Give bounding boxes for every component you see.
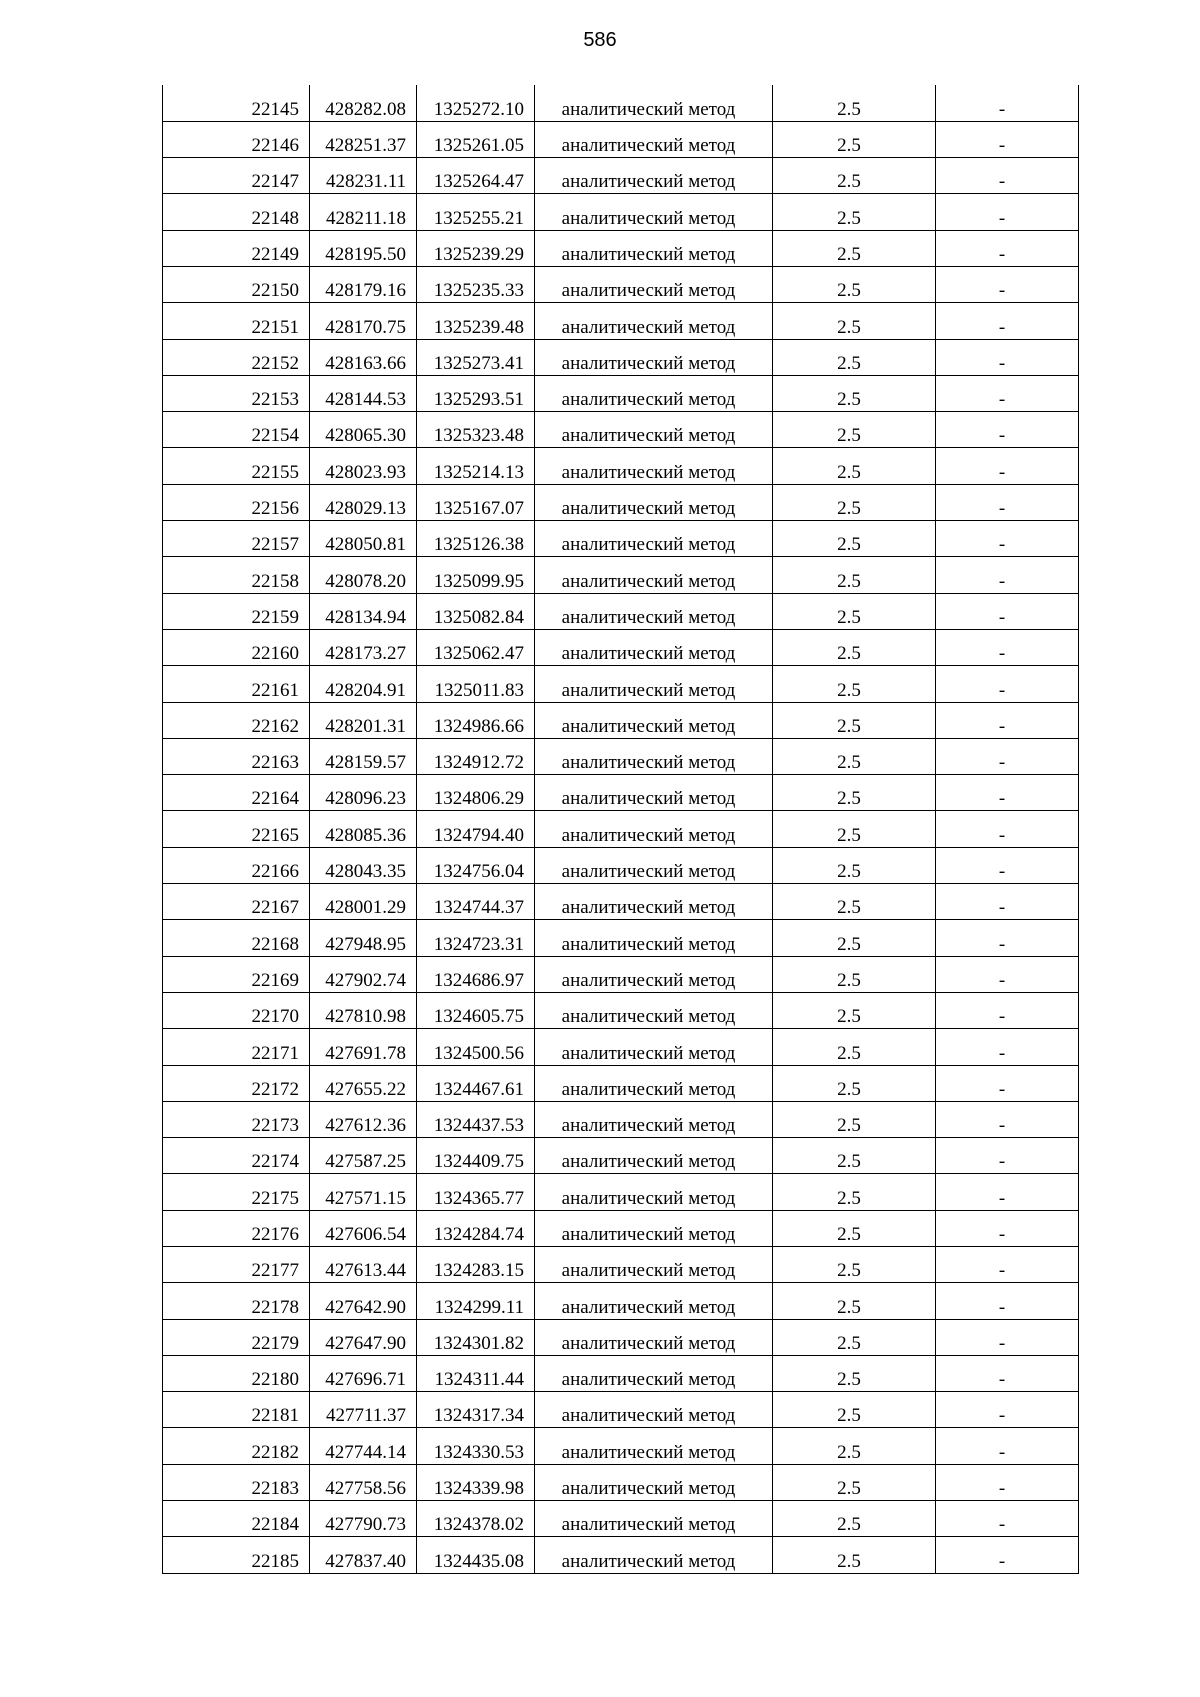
point-number-cell: 22149 xyxy=(163,230,310,266)
method-cell: аналитический метод xyxy=(535,1210,773,1246)
accuracy-cell: 2.5 xyxy=(773,1355,936,1391)
x-coordinate-cell: 428023.93 xyxy=(310,448,417,484)
table-row xyxy=(163,1138,1079,1174)
note-cell: - xyxy=(936,1174,1079,1210)
x-coordinate-cell: 428251.37 xyxy=(310,121,417,157)
note-cell: - xyxy=(936,775,1079,811)
table-row xyxy=(163,1065,1079,1101)
method-cell: аналитический метод xyxy=(535,194,773,230)
x-coordinate-cell: 428163.66 xyxy=(310,339,417,375)
point-number-cell: 22157 xyxy=(163,521,310,557)
method-cell: аналитический метод xyxy=(535,1138,773,1174)
point-number-cell: 22183 xyxy=(163,1464,310,1500)
point-number-cell: 22169 xyxy=(163,956,310,992)
note-cell: - xyxy=(936,738,1079,774)
point-number-cell: 22177 xyxy=(163,1247,310,1283)
method-cell: аналитический метод xyxy=(535,303,773,339)
table-row xyxy=(163,1355,1079,1391)
y-coordinate-cell: 1325235.33 xyxy=(417,266,535,302)
note-cell: - xyxy=(936,158,1079,194)
y-coordinate-cell: 1325082.84 xyxy=(417,593,535,629)
y-coordinate-cell: 1324339.98 xyxy=(417,1464,535,1500)
note-cell: - xyxy=(936,484,1079,520)
table-row xyxy=(163,956,1079,992)
point-number-cell: 22161 xyxy=(163,666,310,702)
point-number-cell: 22152 xyxy=(163,339,310,375)
y-coordinate-cell: 1325264.47 xyxy=(417,158,535,194)
y-coordinate-cell: 1324744.37 xyxy=(417,884,535,920)
note-cell: - xyxy=(936,884,1079,920)
point-number-cell: 22175 xyxy=(163,1174,310,1210)
method-cell: аналитический метод xyxy=(535,775,773,811)
note-cell: - xyxy=(936,85,1079,121)
method-cell: аналитический метод xyxy=(535,1464,773,1500)
note-cell: - xyxy=(936,1428,1079,1464)
accuracy-cell: 2.5 xyxy=(773,230,936,266)
method-cell: аналитический метод xyxy=(535,1283,773,1319)
point-number-cell: 22180 xyxy=(163,1355,310,1391)
table-row xyxy=(163,521,1079,557)
x-coordinate-cell: 428029.13 xyxy=(310,484,417,520)
accuracy-cell: 2.5 xyxy=(773,811,936,847)
accuracy-cell: 2.5 xyxy=(773,85,936,121)
y-coordinate-cell: 1325011.83 xyxy=(417,666,535,702)
accuracy-cell: 2.5 xyxy=(773,629,936,665)
y-coordinate-cell: 1325062.47 xyxy=(417,629,535,665)
note-cell: - xyxy=(936,1065,1079,1101)
y-coordinate-cell: 1325167.07 xyxy=(417,484,535,520)
point-number-cell: 22178 xyxy=(163,1283,310,1319)
table-row xyxy=(163,85,1079,121)
x-coordinate-cell: 427691.78 xyxy=(310,1029,417,1065)
point-number-cell: 22166 xyxy=(163,847,310,883)
note-cell: - xyxy=(936,1537,1079,1573)
point-number-cell: 22160 xyxy=(163,629,310,665)
table-row xyxy=(163,1428,1079,1464)
method-cell: аналитический метод xyxy=(535,847,773,883)
note-cell: - xyxy=(936,1501,1079,1537)
point-number-cell: 22163 xyxy=(163,738,310,774)
accuracy-cell: 2.5 xyxy=(773,412,936,448)
accuracy-cell: 2.5 xyxy=(773,158,936,194)
point-number-cell: 22153 xyxy=(163,375,310,411)
note-cell: - xyxy=(936,956,1079,992)
accuracy-cell: 2.5 xyxy=(773,121,936,157)
table-row xyxy=(163,230,1079,266)
method-cell: аналитический метод xyxy=(535,1029,773,1065)
x-coordinate-cell: 428282.08 xyxy=(310,85,417,121)
method-cell: аналитический метод xyxy=(535,230,773,266)
coordinates-table xyxy=(162,85,1079,1574)
x-coordinate-cell: 427655.22 xyxy=(310,1065,417,1101)
table-row xyxy=(163,1537,1079,1573)
accuracy-cell: 2.5 xyxy=(773,738,936,774)
point-number-cell: 22147 xyxy=(163,158,310,194)
note-cell: - xyxy=(936,811,1079,847)
y-coordinate-cell: 1324467.61 xyxy=(417,1065,535,1101)
note-cell: - xyxy=(936,1464,1079,1500)
method-cell: аналитический метод xyxy=(535,1101,773,1137)
point-number-cell: 22158 xyxy=(163,557,310,593)
point-number-cell: 22171 xyxy=(163,1029,310,1065)
coordinates-table-body xyxy=(163,85,1079,1573)
accuracy-cell: 2.5 xyxy=(773,1247,936,1283)
table-row xyxy=(163,1101,1079,1137)
accuracy-cell: 2.5 xyxy=(773,956,936,992)
table-row xyxy=(163,375,1079,411)
method-cell: аналитический метод xyxy=(535,884,773,920)
table-row xyxy=(163,266,1079,302)
note-cell: - xyxy=(936,194,1079,230)
y-coordinate-cell: 1324365.77 xyxy=(417,1174,535,1210)
accuracy-cell: 2.5 xyxy=(773,266,936,302)
accuracy-cell: 2.5 xyxy=(773,666,936,702)
accuracy-cell: 2.5 xyxy=(773,992,936,1028)
x-coordinate-cell: 428050.81 xyxy=(310,521,417,557)
y-coordinate-cell: 1325293.51 xyxy=(417,375,535,411)
table-row xyxy=(163,1464,1079,1500)
table-row xyxy=(163,1283,1079,1319)
accuracy-cell: 2.5 xyxy=(773,303,936,339)
x-coordinate-cell: 428065.30 xyxy=(310,412,417,448)
y-coordinate-cell: 1324437.53 xyxy=(417,1101,535,1137)
note-cell: - xyxy=(936,1319,1079,1355)
note-cell: - xyxy=(936,557,1079,593)
method-cell: аналитический метод xyxy=(535,738,773,774)
x-coordinate-cell: 428201.31 xyxy=(310,702,417,738)
table-row xyxy=(163,158,1079,194)
y-coordinate-cell: 1324794.40 xyxy=(417,811,535,847)
point-number-cell: 22179 xyxy=(163,1319,310,1355)
x-coordinate-cell: 428231.11 xyxy=(310,158,417,194)
x-coordinate-cell: 428078.20 xyxy=(310,557,417,593)
method-cell: аналитический метод xyxy=(535,557,773,593)
x-coordinate-cell: 427606.54 xyxy=(310,1210,417,1246)
method-cell: аналитический метод xyxy=(535,1355,773,1391)
note-cell: - xyxy=(936,266,1079,302)
y-coordinate-cell: 1325323.48 xyxy=(417,412,535,448)
point-number-cell: 22145 xyxy=(163,85,310,121)
note-cell: - xyxy=(936,847,1079,883)
method-cell: аналитический метод xyxy=(535,375,773,411)
point-number-cell: 22182 xyxy=(163,1428,310,1464)
y-coordinate-cell: 1325239.48 xyxy=(417,303,535,339)
accuracy-cell: 2.5 xyxy=(773,1428,936,1464)
x-coordinate-cell: 428211.18 xyxy=(310,194,417,230)
point-number-cell: 22165 xyxy=(163,811,310,847)
table-row xyxy=(163,339,1079,375)
y-coordinate-cell: 1324686.97 xyxy=(417,956,535,992)
note-cell: - xyxy=(936,666,1079,702)
accuracy-cell: 2.5 xyxy=(773,1537,936,1573)
method-cell: аналитический метод xyxy=(535,629,773,665)
table-row xyxy=(163,1210,1079,1246)
point-number-cell: 22156 xyxy=(163,484,310,520)
note-cell: - xyxy=(936,920,1079,956)
point-number-cell: 22162 xyxy=(163,702,310,738)
x-coordinate-cell: 427647.90 xyxy=(310,1319,417,1355)
method-cell: аналитический метод xyxy=(535,811,773,847)
note-cell: - xyxy=(936,412,1079,448)
method-cell: аналитический метод xyxy=(535,1392,773,1428)
x-coordinate-cell: 428159.57 xyxy=(310,738,417,774)
x-coordinate-cell: 427902.74 xyxy=(310,956,417,992)
accuracy-cell: 2.5 xyxy=(773,920,936,956)
y-coordinate-cell: 1325273.41 xyxy=(417,339,535,375)
point-number-cell: 22176 xyxy=(163,1210,310,1246)
method-cell: аналитический метод xyxy=(535,920,773,956)
note-cell: - xyxy=(936,121,1079,157)
method-cell: аналитический метод xyxy=(535,992,773,1028)
x-coordinate-cell: 428001.29 xyxy=(310,884,417,920)
method-cell: аналитический метод xyxy=(535,412,773,448)
point-number-cell: 22155 xyxy=(163,448,310,484)
point-number-cell: 22150 xyxy=(163,266,310,302)
method-cell: аналитический метод xyxy=(535,1247,773,1283)
method-cell: аналитический метод xyxy=(535,702,773,738)
table-row xyxy=(163,738,1079,774)
x-coordinate-cell: 427696.71 xyxy=(310,1355,417,1391)
method-cell: аналитический метод xyxy=(535,1537,773,1573)
point-number-cell: 22159 xyxy=(163,593,310,629)
point-number-cell: 22148 xyxy=(163,194,310,230)
accuracy-cell: 2.5 xyxy=(773,847,936,883)
x-coordinate-cell: 428134.94 xyxy=(310,593,417,629)
page-number: 586 xyxy=(583,29,617,51)
note-cell: - xyxy=(936,593,1079,629)
table-row xyxy=(163,666,1079,702)
note-cell: - xyxy=(936,629,1079,665)
y-coordinate-cell: 1324409.75 xyxy=(417,1138,535,1174)
method-cell: аналитический метод xyxy=(535,1065,773,1101)
y-coordinate-cell: 1324500.56 xyxy=(417,1029,535,1065)
table-row xyxy=(163,847,1079,883)
point-number-cell: 22173 xyxy=(163,1101,310,1137)
point-number-cell: 22167 xyxy=(163,884,310,920)
y-coordinate-cell: 1325272.10 xyxy=(417,85,535,121)
x-coordinate-cell: 428144.53 xyxy=(310,375,417,411)
table-row xyxy=(163,775,1079,811)
table-row xyxy=(163,1247,1079,1283)
method-cell: аналитический метод xyxy=(535,956,773,992)
x-coordinate-cell: 427744.14 xyxy=(310,1428,417,1464)
y-coordinate-cell: 1324756.04 xyxy=(417,847,535,883)
table-row xyxy=(163,1174,1079,1210)
method-cell: аналитический метод xyxy=(535,85,773,121)
x-coordinate-cell: 427790.73 xyxy=(310,1501,417,1537)
point-number-cell: 22170 xyxy=(163,992,310,1028)
note-cell: - xyxy=(936,1029,1079,1065)
x-coordinate-cell: 427758.56 xyxy=(310,1464,417,1500)
point-number-cell: 22151 xyxy=(163,303,310,339)
method-cell: аналитический метод xyxy=(535,266,773,302)
x-coordinate-cell: 427948.95 xyxy=(310,920,417,956)
table-row xyxy=(163,303,1079,339)
accuracy-cell: 2.5 xyxy=(773,1029,936,1065)
table-row xyxy=(163,629,1079,665)
note-cell: - xyxy=(936,992,1079,1028)
table-row xyxy=(163,121,1079,157)
note-cell: - xyxy=(936,448,1079,484)
x-coordinate-cell: 428170.75 xyxy=(310,303,417,339)
accuracy-cell: 2.5 xyxy=(773,1138,936,1174)
method-cell: аналитический метод xyxy=(535,666,773,702)
table-row xyxy=(163,920,1079,956)
y-coordinate-cell: 1324301.82 xyxy=(417,1319,535,1355)
y-coordinate-cell: 1325126.38 xyxy=(417,521,535,557)
note-cell: - xyxy=(936,1247,1079,1283)
note-cell: - xyxy=(936,303,1079,339)
accuracy-cell: 2.5 xyxy=(773,884,936,920)
table-row xyxy=(163,992,1079,1028)
accuracy-cell: 2.5 xyxy=(773,1464,936,1500)
method-cell: аналитический метод xyxy=(535,1174,773,1210)
point-number-cell: 22181 xyxy=(163,1392,310,1428)
table-row xyxy=(163,448,1079,484)
table-row xyxy=(163,593,1079,629)
accuracy-cell: 2.5 xyxy=(773,521,936,557)
table-row xyxy=(163,412,1079,448)
accuracy-cell: 2.5 xyxy=(773,1392,936,1428)
x-coordinate-cell: 427711.37 xyxy=(310,1392,417,1428)
x-coordinate-cell: 428195.50 xyxy=(310,230,417,266)
y-coordinate-cell: 1325255.21 xyxy=(417,194,535,230)
note-cell: - xyxy=(936,1210,1079,1246)
y-coordinate-cell: 1324912.72 xyxy=(417,738,535,774)
accuracy-cell: 2.5 xyxy=(773,593,936,629)
y-coordinate-cell: 1324299.11 xyxy=(417,1283,535,1319)
y-coordinate-cell: 1325261.05 xyxy=(417,121,535,157)
x-coordinate-cell: 427571.15 xyxy=(310,1174,417,1210)
x-coordinate-cell: 427837.40 xyxy=(310,1537,417,1573)
point-number-cell: 22154 xyxy=(163,412,310,448)
table-row xyxy=(163,1319,1079,1355)
accuracy-cell: 2.5 xyxy=(773,775,936,811)
note-cell: - xyxy=(936,1101,1079,1137)
accuracy-cell: 2.5 xyxy=(773,1210,936,1246)
method-cell: аналитический метод xyxy=(535,158,773,194)
method-cell: аналитический метод xyxy=(535,339,773,375)
y-coordinate-cell: 1324723.31 xyxy=(417,920,535,956)
method-cell: аналитический метод xyxy=(535,1428,773,1464)
point-number-cell: 22184 xyxy=(163,1501,310,1537)
note-cell: - xyxy=(936,1392,1079,1428)
x-coordinate-cell: 428096.23 xyxy=(310,775,417,811)
x-coordinate-cell: 427612.36 xyxy=(310,1101,417,1137)
x-coordinate-cell: 428173.27 xyxy=(310,629,417,665)
table-row xyxy=(163,1029,1079,1065)
note-cell: - xyxy=(936,375,1079,411)
x-coordinate-cell: 427587.25 xyxy=(310,1138,417,1174)
accuracy-cell: 2.5 xyxy=(773,1501,936,1537)
table-row xyxy=(163,811,1079,847)
note-cell: - xyxy=(936,521,1079,557)
y-coordinate-cell: 1325214.13 xyxy=(417,448,535,484)
method-cell: аналитический метод xyxy=(535,121,773,157)
method-cell: аналитический метод xyxy=(535,484,773,520)
x-coordinate-cell: 427810.98 xyxy=(310,992,417,1028)
y-coordinate-cell: 1324986.66 xyxy=(417,702,535,738)
method-cell: аналитический метод xyxy=(535,521,773,557)
table-row xyxy=(163,884,1079,920)
accuracy-cell: 2.5 xyxy=(773,1101,936,1137)
table-row xyxy=(163,557,1079,593)
table-row xyxy=(163,1501,1079,1537)
point-number-cell: 22172 xyxy=(163,1065,310,1101)
x-coordinate-cell: 428085.36 xyxy=(310,811,417,847)
y-coordinate-cell: 1325099.95 xyxy=(417,557,535,593)
y-coordinate-cell: 1324378.02 xyxy=(417,1501,535,1537)
x-coordinate-cell: 428179.16 xyxy=(310,266,417,302)
accuracy-cell: 2.5 xyxy=(773,375,936,411)
accuracy-cell: 2.5 xyxy=(773,339,936,375)
accuracy-cell: 2.5 xyxy=(773,702,936,738)
y-coordinate-cell: 1324283.15 xyxy=(417,1247,535,1283)
table-row xyxy=(163,702,1079,738)
y-coordinate-cell: 1324317.34 xyxy=(417,1392,535,1428)
accuracy-cell: 2.5 xyxy=(773,194,936,230)
note-cell: - xyxy=(936,339,1079,375)
method-cell: аналитический метод xyxy=(535,1501,773,1537)
y-coordinate-cell: 1324311.44 xyxy=(417,1355,535,1391)
x-coordinate-cell: 427613.44 xyxy=(310,1247,417,1283)
method-cell: аналитический метод xyxy=(535,593,773,629)
note-cell: - xyxy=(936,1355,1079,1391)
x-coordinate-cell: 428204.91 xyxy=(310,666,417,702)
table-row xyxy=(163,1392,1079,1428)
accuracy-cell: 2.5 xyxy=(773,448,936,484)
x-coordinate-cell: 427642.90 xyxy=(310,1283,417,1319)
y-coordinate-cell: 1325239.29 xyxy=(417,230,535,266)
y-coordinate-cell: 1324284.74 xyxy=(417,1210,535,1246)
y-coordinate-cell: 1324605.75 xyxy=(417,992,535,1028)
accuracy-cell: 2.5 xyxy=(773,484,936,520)
point-number-cell: 22174 xyxy=(163,1138,310,1174)
y-coordinate-cell: 1324435.08 xyxy=(417,1537,535,1573)
accuracy-cell: 2.5 xyxy=(773,1065,936,1101)
y-coordinate-cell: 1324806.29 xyxy=(417,775,535,811)
x-coordinate-cell: 428043.35 xyxy=(310,847,417,883)
point-number-cell: 22164 xyxy=(163,775,310,811)
note-cell: - xyxy=(936,1138,1079,1174)
accuracy-cell: 2.5 xyxy=(773,557,936,593)
y-coordinate-cell: 1324330.53 xyxy=(417,1428,535,1464)
table-row xyxy=(163,194,1079,230)
method-cell: аналитический метод xyxy=(535,1319,773,1355)
note-cell: - xyxy=(936,230,1079,266)
accuracy-cell: 2.5 xyxy=(773,1283,936,1319)
accuracy-cell: 2.5 xyxy=(773,1319,936,1355)
method-cell: аналитический метод xyxy=(535,448,773,484)
note-cell: - xyxy=(936,1283,1079,1319)
point-number-cell: 22185 xyxy=(163,1537,310,1573)
table-row xyxy=(163,484,1079,520)
note-cell: - xyxy=(936,702,1079,738)
accuracy-cell: 2.5 xyxy=(773,1174,936,1210)
point-number-cell: 22146 xyxy=(163,121,310,157)
point-number-cell: 22168 xyxy=(163,920,310,956)
